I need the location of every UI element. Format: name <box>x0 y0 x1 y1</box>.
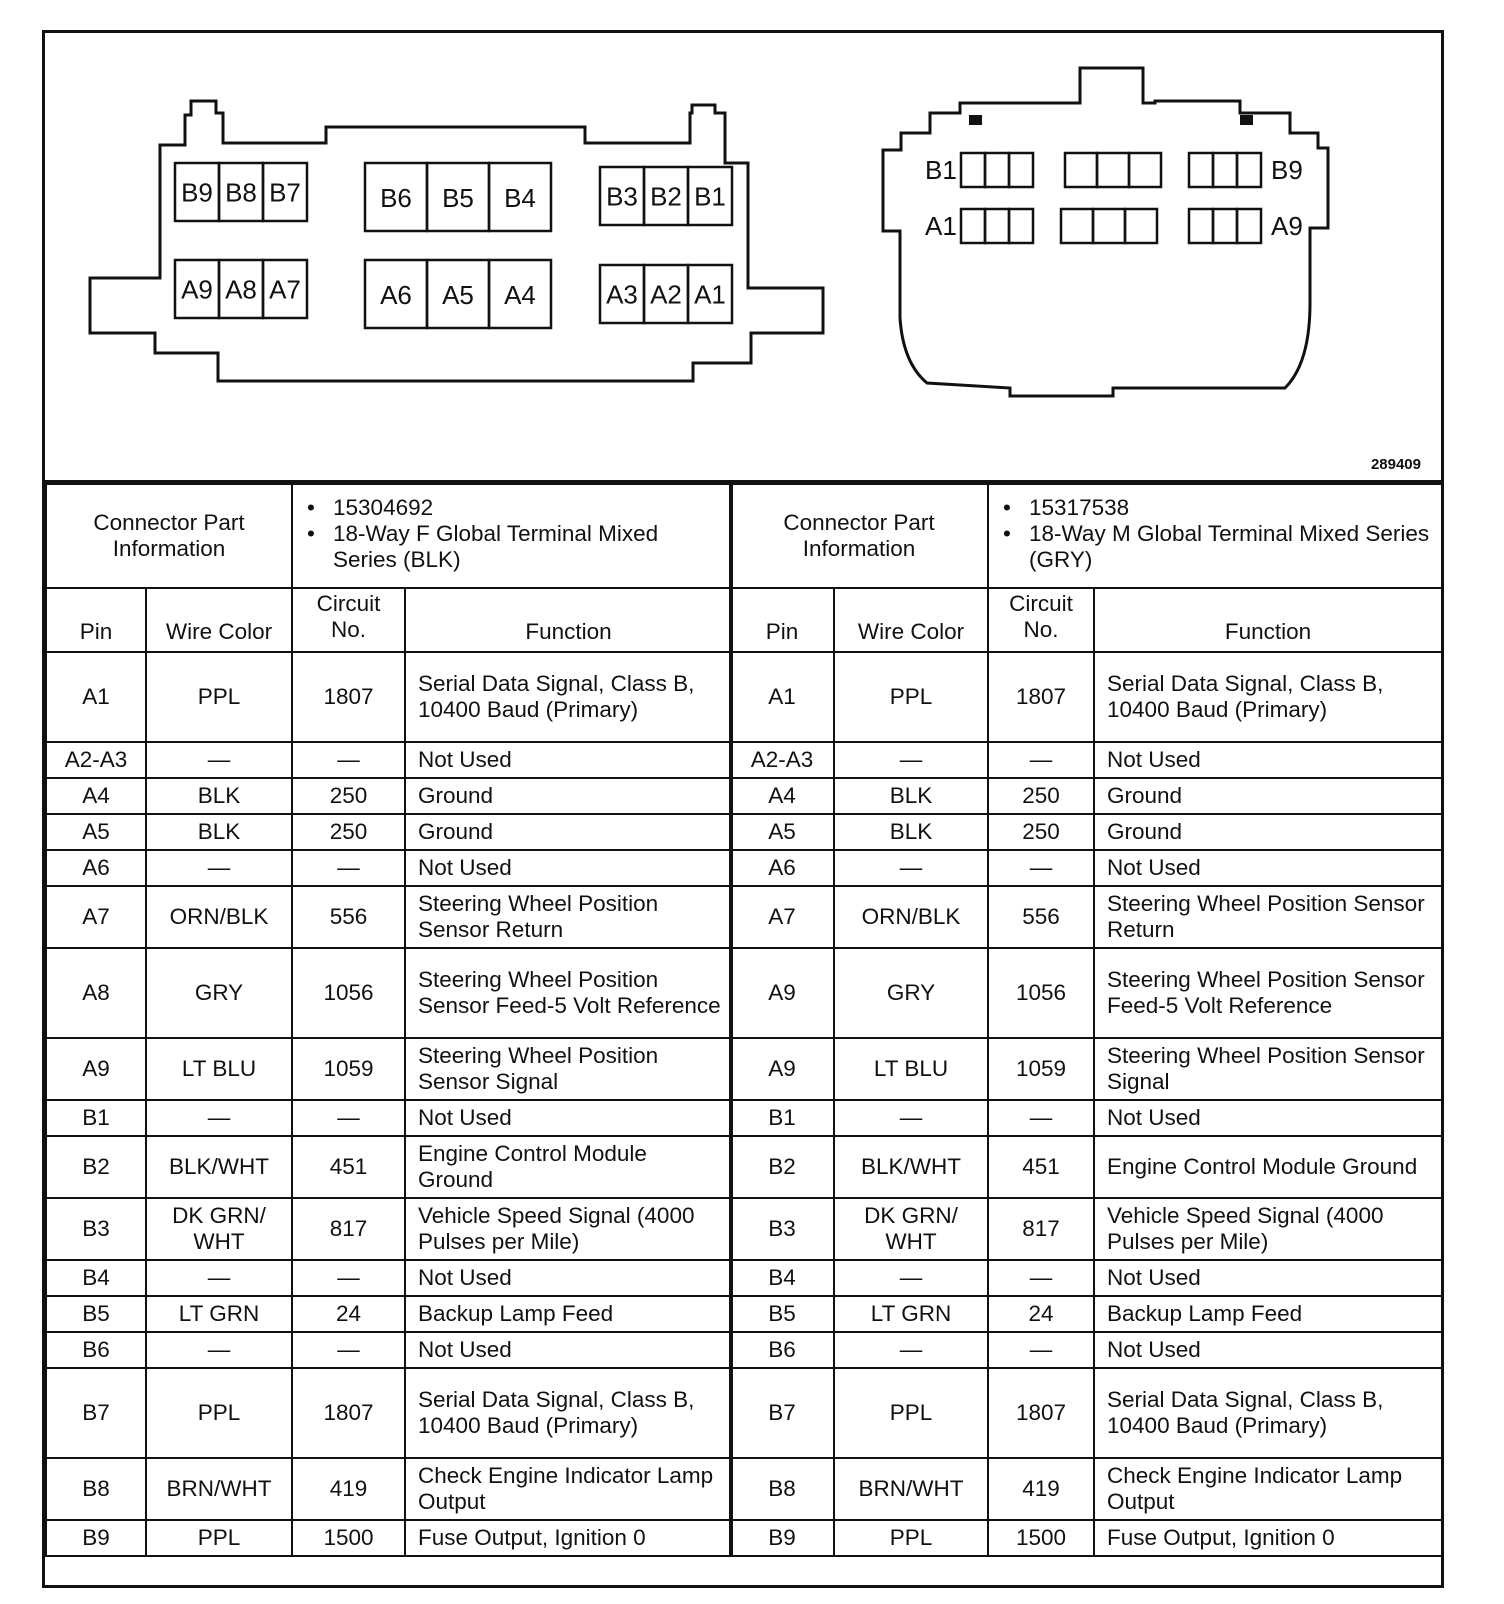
function-cell: Fuse Output, Ignition 0 <box>405 1520 732 1556</box>
connector-diagram <box>45 33 1441 483</box>
blk-cavity-label: A1 <box>694 279 726 310</box>
circuit-cell: 1807 <box>988 1368 1094 1458</box>
circuit-cell: — <box>988 1260 1094 1296</box>
function-cell: Ground <box>1094 778 1442 814</box>
function-cell: Serial Data Signal, Class B, 10400 Baud (Primary) <box>1094 652 1442 742</box>
table-row <box>46 1136 732 1198</box>
circuit-cell: 1500 <box>292 1520 405 1556</box>
gry-cavity <box>961 209 985 243</box>
table-row <box>46 742 732 778</box>
pin-cell: A7 <box>730 886 834 948</box>
figure-number: 289409 <box>1370 456 1421 473</box>
gry-label-a1: A1 <box>925 211 957 241</box>
function-cell: Serial Data Signal, Class B, 10400 Baud (Primary) <box>405 652 732 742</box>
wire-color-cell: — <box>146 1100 292 1136</box>
header-wire-color: Wire Color <box>146 588 292 652</box>
pin-cell: B5 <box>46 1296 146 1332</box>
wire-color-cell: PPL <box>834 652 988 742</box>
table-row <box>46 1332 732 1368</box>
function-cell: Backup Lamp Feed <box>1094 1296 1442 1332</box>
circuit-cell: — <box>292 742 405 778</box>
function-cell: Ground <box>405 814 732 850</box>
pin-cell: A2-A3 <box>46 742 146 778</box>
pin-cell: B2 <box>46 1136 146 1198</box>
table-row <box>730 850 1442 886</box>
pin-cell: A4 <box>46 778 146 814</box>
wire-color-cell: — <box>834 742 988 778</box>
table-row <box>46 850 732 886</box>
wire-color-cell: — <box>146 742 292 778</box>
function-cell: Engine Control Module Ground <box>405 1136 732 1198</box>
table-row <box>730 1260 1442 1296</box>
connector-info-label: Connector Part Information <box>46 484 292 588</box>
pinout-table-blk <box>45 483 733 1557</box>
blk-cavity-label: B7 <box>269 177 301 208</box>
circuit-cell: — <box>988 850 1094 886</box>
pin-cell: A7 <box>46 886 146 948</box>
function-cell: Serial Data Signal, Class B, 10400 Baud (Primary) <box>1094 1368 1442 1458</box>
header-pin: Pin <box>46 588 146 652</box>
pin-cell: B1 <box>730 1100 834 1136</box>
gry-label-b1: B1 <box>925 155 957 185</box>
circuit-cell: 1059 <box>292 1038 405 1100</box>
function-cell: Not Used <box>1094 742 1442 778</box>
connector-info-details <box>292 484 732 588</box>
circuit-cell: 556 <box>988 886 1094 948</box>
wire-color-cell: LT GRN <box>834 1296 988 1332</box>
table-row <box>730 742 1442 778</box>
pin-cell: B7 <box>46 1368 146 1458</box>
table-row <box>46 1100 732 1136</box>
table-row <box>730 1100 1442 1136</box>
wire-color-cell: BRN/WHT <box>146 1458 292 1520</box>
pin-cell: B5 <box>730 1296 834 1332</box>
wire-color-cell: DK GRN/ WHT <box>146 1198 292 1260</box>
wire-color-cell: BLK/WHT <box>834 1136 988 1198</box>
gry-latch-mark-left <box>969 115 982 125</box>
pinout-sheet <box>42 30 1444 1588</box>
table-row <box>730 1198 1442 1260</box>
pin-cell: B4 <box>46 1260 146 1296</box>
blk-cavity-label: A7 <box>269 274 301 305</box>
header-pin: Pin <box>730 588 834 652</box>
circuit-cell: 556 <box>292 886 405 948</box>
pin-cell: A1 <box>730 652 834 742</box>
wire-color-cell: GRY <box>834 948 988 1038</box>
wire-color-cell: — <box>834 1100 988 1136</box>
function-cell: Not Used <box>1094 1332 1442 1368</box>
circuit-cell: 451 <box>988 1136 1094 1198</box>
wire-color-cell: ORN/BLK <box>146 886 292 948</box>
gry-cavity <box>1065 153 1097 187</box>
function-cell: Fuse Output, Ignition 0 <box>1094 1520 1442 1556</box>
gry-cavity <box>1125 209 1157 243</box>
pin-cell: B7 <box>730 1368 834 1458</box>
pin-cell: B6 <box>730 1332 834 1368</box>
wire-color-cell: BRN/WHT <box>834 1458 988 1520</box>
table-row <box>730 948 1442 1038</box>
gry-latch-mark-right <box>1240 115 1253 125</box>
gry-cavity <box>1189 153 1213 187</box>
circuit-cell: 250 <box>988 814 1094 850</box>
function-cell: Ground <box>1094 814 1442 850</box>
table-row <box>46 1296 732 1332</box>
pin-cell: B9 <box>46 1520 146 1556</box>
function-cell: Steering Wheel Position Sensor Return <box>1094 886 1442 948</box>
circuit-cell: — <box>988 1332 1094 1368</box>
pin-cell: A9 <box>46 1038 146 1100</box>
gry-cavity <box>1009 209 1033 243</box>
function-cell: Vehicle Speed Signal (4000 Pulses per Mile) <box>1094 1198 1442 1260</box>
pin-cell: B6 <box>46 1332 146 1368</box>
wire-color-cell: BLK <box>146 814 292 850</box>
header-wire-color: Wire Color <box>834 588 988 652</box>
function-cell: Not Used <box>1094 1100 1442 1136</box>
table-row <box>730 1296 1442 1332</box>
wire-color-cell: PPL <box>834 1520 988 1556</box>
circuit-cell: 250 <box>292 814 405 850</box>
gry-cavity <box>1093 209 1125 243</box>
circuit-cell: 250 <box>292 778 405 814</box>
pin-cell: A1 <box>46 652 146 742</box>
wire-color-cell: BLK <box>834 778 988 814</box>
pin-cell: A5 <box>730 814 834 850</box>
pin-cell: B8 <box>46 1458 146 1520</box>
connector-info-label: Connector Part Information <box>730 484 988 588</box>
table-row <box>730 778 1442 814</box>
function-cell: Vehicle Speed Signal (4000 Pulses per Mile) <box>405 1198 732 1260</box>
pin-cell: B9 <box>730 1520 834 1556</box>
table-row <box>46 1458 732 1520</box>
gry-label-a9: A9 <box>1271 211 1303 241</box>
table-row <box>46 1198 732 1260</box>
table-row <box>46 652 732 742</box>
function-cell: Ground <box>405 778 732 814</box>
pin-cell: B8 <box>730 1458 834 1520</box>
blk-cavity-label: B9 <box>181 177 213 208</box>
wire-color-cell: PPL <box>834 1368 988 1458</box>
gry-cavity <box>1189 209 1213 243</box>
pin-cell: A9 <box>730 948 834 1038</box>
table-row <box>46 1368 732 1458</box>
blk-cavity-label: A3 <box>606 279 638 310</box>
circuit-cell: 1056 <box>988 948 1094 1038</box>
blk-cavity-label: B3 <box>606 181 638 212</box>
table-row <box>730 1368 1442 1458</box>
circuit-cell: 1056 <box>292 948 405 1038</box>
function-cell: Not Used <box>405 850 732 886</box>
wire-color-cell: PPL <box>146 1520 292 1556</box>
table-row <box>730 886 1442 948</box>
wire-color-cell: — <box>834 850 988 886</box>
blk-cavity-label: A4 <box>504 280 536 311</box>
table-row <box>730 1038 1442 1100</box>
function-cell: Steering Wheel Position Sensor Feed-5 Volt Reference <box>1094 948 1442 1038</box>
function-cell: Not Used <box>1094 1260 1442 1296</box>
function-cell: Not Used <box>405 1100 732 1136</box>
circuit-cell: — <box>292 1100 405 1136</box>
blk-cavity-label: B5 <box>442 183 474 214</box>
connector-drawings <box>45 33 1441 480</box>
blk-cavity-label: A6 <box>380 280 412 311</box>
function-cell: Steering Wheel Position Sensor Feed-5 Volt Reference <box>405 948 732 1038</box>
wire-color-cell: GRY <box>146 948 292 1038</box>
header-function: Function <box>1094 588 1442 652</box>
pin-cell: B3 <box>46 1198 146 1260</box>
blk-cavity-label: B2 <box>650 181 682 212</box>
function-cell: Not Used <box>405 1260 732 1296</box>
header-function: Function <box>405 588 732 652</box>
pin-cell: B1 <box>46 1100 146 1136</box>
function-cell: Not Used <box>405 742 732 778</box>
gry-cavity <box>1061 209 1093 243</box>
blk-cavity-label: B8 <box>225 177 257 208</box>
circuit-cell: 419 <box>988 1458 1094 1520</box>
function-cell: Steering Wheel Position Sensor Return <box>405 886 732 948</box>
blk-cavity-label: A2 <box>650 279 682 310</box>
function-cell: Steering Wheel Position Sensor Signal <box>405 1038 732 1100</box>
pin-cell: A6 <box>730 850 834 886</box>
wire-color-cell: — <box>146 850 292 886</box>
part-number: • 15317538 <box>1029 495 1433 521</box>
wire-color-cell: PPL <box>146 652 292 742</box>
connector-description: • 18-Way F Global Terminal Mixed Series (BLK) <box>333 521 723 573</box>
circuit-cell: 1500 <box>988 1520 1094 1556</box>
table-row <box>730 1458 1442 1520</box>
blk-cavity-label: B6 <box>380 183 412 214</box>
circuit-cell: 817 <box>292 1198 405 1260</box>
gry-cavity <box>1237 209 1261 243</box>
gry-cavity <box>1213 209 1237 243</box>
header-circuit-no: Circuit No. <box>292 588 405 652</box>
pin-cell: B2 <box>730 1136 834 1198</box>
pin-cell: A2-A3 <box>730 742 834 778</box>
wire-color-cell: — <box>834 1260 988 1296</box>
gry-cavity <box>985 153 1009 187</box>
pin-cell: A8 <box>46 948 146 1038</box>
part-number: • 15304692 <box>333 495 723 521</box>
circuit-cell: 250 <box>988 778 1094 814</box>
circuit-cell: 451 <box>292 1136 405 1198</box>
gry-cavity <box>1129 153 1161 187</box>
pin-cell: B4 <box>730 1260 834 1296</box>
wire-color-cell: LT BLU <box>834 1038 988 1100</box>
circuit-cell: — <box>292 1332 405 1368</box>
function-cell: Check Engine Indicator Lamp Output <box>1094 1458 1442 1520</box>
pin-cell: A9 <box>730 1038 834 1100</box>
blk-cavity-label: A9 <box>181 274 213 305</box>
circuit-cell: — <box>988 742 1094 778</box>
pin-cell: B3 <box>730 1198 834 1260</box>
wire-color-cell: — <box>146 1332 292 1368</box>
table-row <box>46 814 732 850</box>
wire-color-cell: — <box>146 1260 292 1296</box>
connector-info-details <box>988 484 1442 588</box>
table-row <box>46 1038 732 1100</box>
function-cell: Engine Control Module Ground <box>1094 1136 1442 1198</box>
circuit-cell: 1807 <box>292 1368 405 1458</box>
table-row <box>730 1332 1442 1368</box>
circuit-cell: 1059 <box>988 1038 1094 1100</box>
function-cell: Not Used <box>405 1332 732 1368</box>
pin-cell: A6 <box>46 850 146 886</box>
blk-cavity-label: B4 <box>504 183 536 214</box>
circuit-cell: 24 <box>988 1296 1094 1332</box>
table-row <box>730 814 1442 850</box>
table-row <box>730 652 1442 742</box>
function-cell: Backup Lamp Feed <box>405 1296 732 1332</box>
function-cell: Steering Wheel Position Sensor Signal <box>1094 1038 1442 1100</box>
gry-cavity <box>1237 153 1261 187</box>
wire-color-cell: LT BLU <box>146 1038 292 1100</box>
gry-cavity <box>1097 153 1129 187</box>
pinout-table-gry <box>729 483 1443 1557</box>
circuit-cell: 817 <box>988 1198 1094 1260</box>
table-row <box>46 948 732 1038</box>
circuit-cell: 1807 <box>988 652 1094 742</box>
table-row <box>46 886 732 948</box>
wire-color-cell: LT GRN <box>146 1296 292 1332</box>
wire-color-cell: BLK <box>146 778 292 814</box>
table-row <box>730 1520 1442 1556</box>
circuit-cell: — <box>292 1260 405 1296</box>
table-row <box>730 1136 1442 1198</box>
wire-color-cell: DK GRN/ WHT <box>834 1198 988 1260</box>
connector-description: • 18-Way M Global Terminal Mixed Series (GRY) <box>1029 521 1433 573</box>
blk-cavity-label: A5 <box>442 280 474 311</box>
header-circuit-no: Circuit No. <box>988 588 1094 652</box>
wire-color-cell: BLK/WHT <box>146 1136 292 1198</box>
function-cell: Not Used <box>1094 850 1442 886</box>
gry-cavity <box>985 209 1009 243</box>
table-row <box>46 1520 732 1556</box>
table-row <box>46 778 732 814</box>
circuit-cell: — <box>292 850 405 886</box>
gry-cavity <box>961 153 985 187</box>
circuit-cell: — <box>988 1100 1094 1136</box>
wire-color-cell: ORN/BLK <box>834 886 988 948</box>
table-row <box>46 1260 732 1296</box>
pin-cell: A5 <box>46 814 146 850</box>
function-cell: Check Engine Indicator Lamp Output <box>405 1458 732 1520</box>
gry-cavity <box>1009 153 1033 187</box>
function-cell: Serial Data Signal, Class B, 10400 Baud (Primary) <box>405 1368 732 1458</box>
wire-color-cell: BLK <box>834 814 988 850</box>
wire-color-cell: — <box>834 1332 988 1368</box>
pin-cell: A4 <box>730 778 834 814</box>
gry-label-b9: B9 <box>1271 155 1303 185</box>
blk-cavity-label: A8 <box>225 274 257 305</box>
gry-cavity <box>1213 153 1237 187</box>
blk-connector-outline <box>90 101 823 381</box>
circuit-cell: 24 <box>292 1296 405 1332</box>
wire-color-cell: PPL <box>146 1368 292 1458</box>
circuit-cell: 1807 <box>292 652 405 742</box>
circuit-cell: 419 <box>292 1458 405 1520</box>
blk-cavity-label: B1 <box>694 181 726 212</box>
